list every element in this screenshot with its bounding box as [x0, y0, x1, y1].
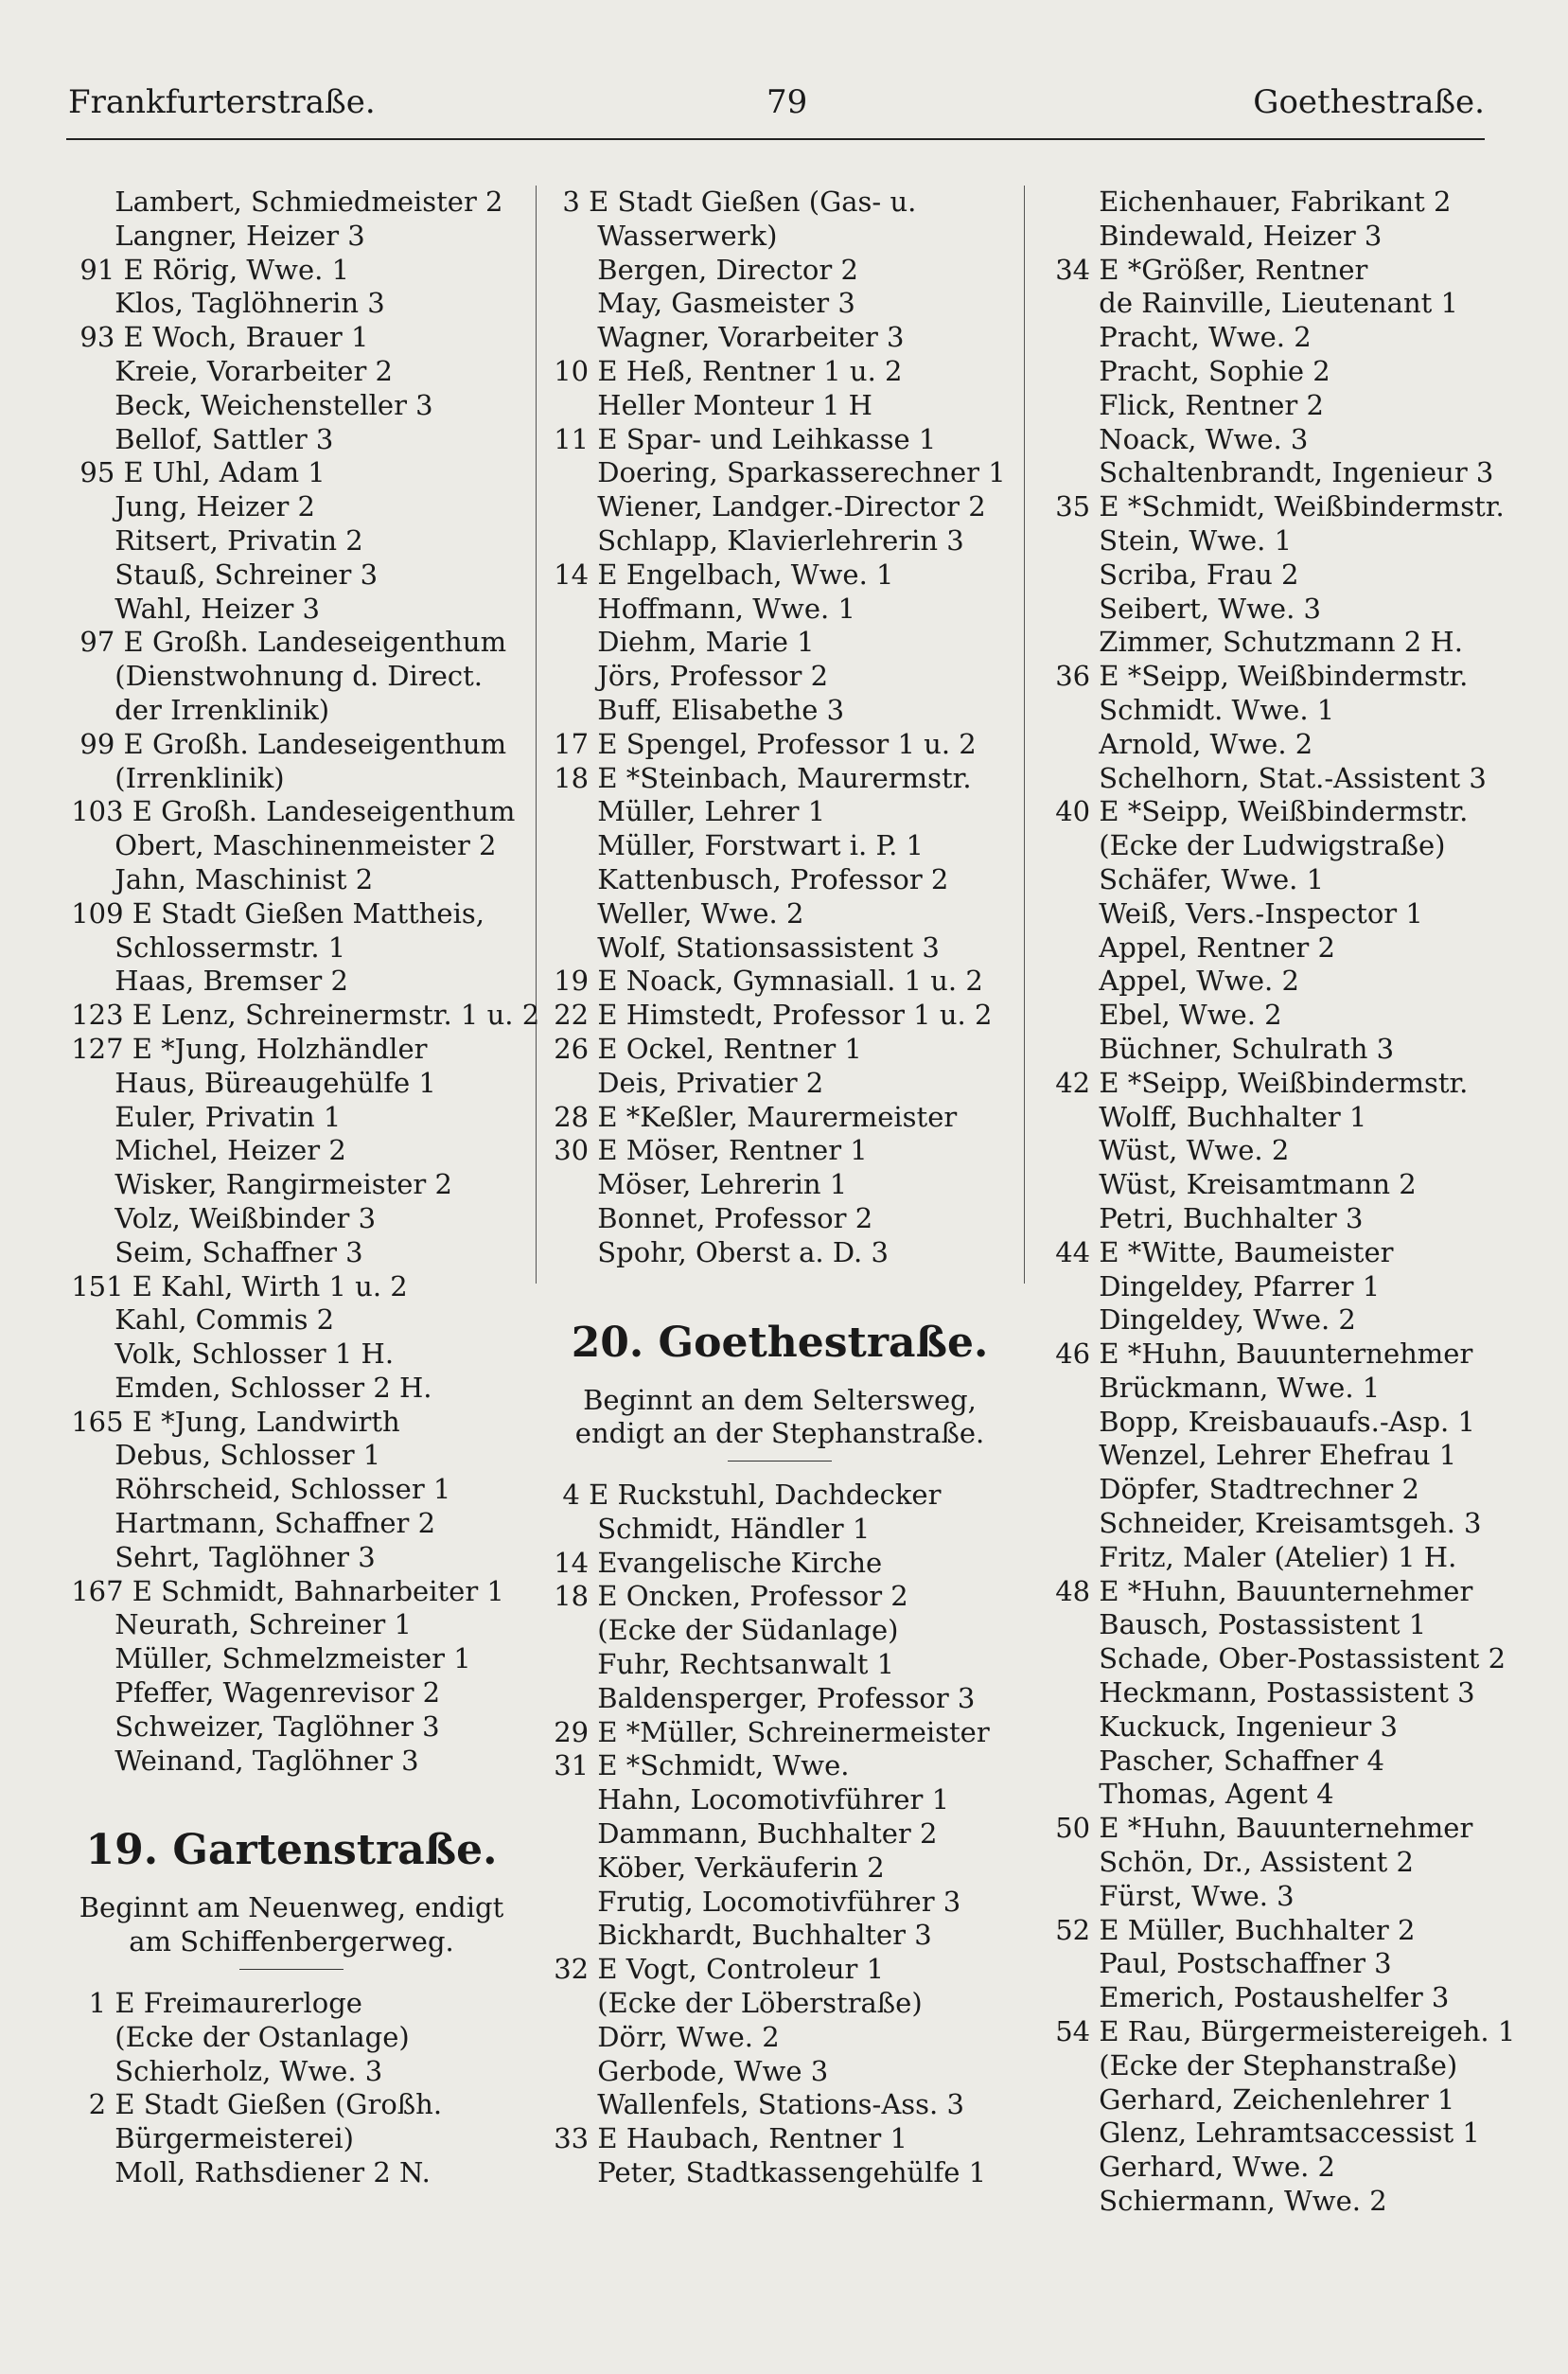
directory-entry: Euler, Privatin 1	[62, 1100, 342, 1133]
directory-entry: Paul, Postschaffner 3	[1047, 1947, 1392, 1980]
directory-entry: Müller, Forstwart i. P. 1	[545, 829, 924, 862]
directory-entry: Schneider, Kreisamtsgeh. 3	[1047, 1507, 1482, 1540]
directory-entry: 48 E *Huhn, Bauunternehmer	[1047, 1574, 1473, 1607]
directory-entry: Heller Monteur 1 H	[545, 388, 872, 421]
directory-entry: (Ecke der Stephanstraße)	[1047, 2048, 1458, 2082]
directory-entry: 22 E Himstedt, Professor 1 u. 2	[545, 999, 993, 1032]
directory-entry: 95 E Uhl, Adam 1	[62, 456, 326, 489]
directory-entry: 123 E Lenz, Schreinermstr. 1 u. 2	[62, 999, 540, 1032]
directory-entry: Klos, Taglöhnerin 3	[62, 287, 385, 320]
directory-entry: 28 E *Keßler, Maurermeister	[545, 1100, 958, 1133]
directory-entry: 14 Evangelische Kirche	[545, 1546, 883, 1579]
directory-entry: Emerich, Postaushelfer 3	[1047, 1981, 1450, 2014]
directory-entry: Bausch, Postassistent 1	[1047, 1608, 1427, 1641]
directory-entry: Lambert, Schmiedmeister 2	[62, 186, 503, 218]
directory-entry: 18 E *Steinbach, Maurermstr.	[545, 761, 972, 794]
street-description: endigt an der Stephanstraße.	[574, 1417, 985, 1450]
directory-entry: Müller, Lehrer 1	[545, 795, 826, 828]
directory-entry: 1 E Freimaurerloge	[62, 1987, 362, 2020]
directory-entry: 42 E *Seipp, Weißbindermstr.	[1047, 1066, 1469, 1099]
directory-entry: Noack, Wwe. 3	[1047, 422, 1309, 455]
directory-entry: 97 E Großh. Landeseigenthum	[62, 626, 507, 659]
directory-entry: Büchner, Schulrath 3	[1047, 1032, 1395, 1065]
directory-entry: (Irrenklinik)	[62, 761, 285, 794]
column-3	[1047, 186, 1516, 2219]
directory-entry: Hartmann, Schaffner 2	[62, 1507, 436, 1540]
directory-entry: Bellof, Sattler 3	[62, 422, 334, 455]
directory-entry: 18 E Oncken, Professor 2	[545, 1580, 908, 1613]
directory-entry: Appel, Wwe. 2	[1047, 965, 1299, 998]
directory-entry: Bürgermeisterei)	[62, 2122, 354, 2155]
directory-entry: Pfeffer, Wagenrevisor 2	[62, 1676, 441, 1710]
directory-entry: Dörr, Wwe. 2	[545, 2020, 780, 2053]
directory-entry: Volz, Weißbinder 3	[62, 1201, 377, 1234]
directory-entry: 99 E Großh. Landeseigenthum	[62, 727, 507, 760]
header-rule	[66, 138, 1485, 140]
directory-entry: 54 E Rau, Bürgermeistereigeh. 1	[1047, 2015, 1516, 2048]
directory-entry: 46 E *Huhn, Bauunternehmer	[1047, 1338, 1473, 1371]
directory-entry: Schiermann, Wwe. 2	[1047, 2185, 1387, 2218]
directory-entry: Michel, Heizer 2	[62, 1134, 346, 1167]
directory-entry: Gerbode, Wwe 3	[545, 2054, 829, 2087]
column-divider	[1024, 186, 1025, 1284]
directory-entry: 93 E Woch, Brauer 1	[62, 321, 369, 354]
section-rule	[239, 1969, 344, 1970]
directory-entry: (Ecke der Ludwigstraße)	[1047, 829, 1446, 862]
directory-entry: Diehm, Marie 1	[545, 626, 815, 659]
directory-entry: Weller, Wwe. 2	[545, 896, 804, 930]
directory-entry: 40 E *Seipp, Weißbindermstr.	[1047, 795, 1469, 828]
directory-entry: Schweizer, Taglöhner 3	[62, 1710, 440, 1743]
directory-entry: 30 E Möser, Rentner 1	[545, 1134, 868, 1167]
directory-entry: 167 E Schmidt, Bahnarbeiter 1	[62, 1574, 504, 1607]
directory-entry: Haus, Büreaugehülfe 1	[62, 1066, 436, 1099]
directory-entry: Peter, Stadtkassengehülfe 1	[545, 2156, 987, 2189]
directory-entry: Wiener, Landger.-Director 2	[545, 490, 986, 523]
directory-entry: 109 E Stadt Gießen Mattheis,	[62, 896, 484, 930]
directory-entry: Wenzel, Lehrer Ehefrau 1	[1047, 1439, 1457, 1472]
directory-entry: 19 E Noack, Gymnasiall. 1 u. 2	[545, 965, 983, 998]
directory-entry: Bopp, Kreisbauaufs.-Asp. 1	[1047, 1405, 1475, 1438]
directory-entry: Schelhorn, Stat.-Assistent 3	[1047, 761, 1487, 794]
directory-entry: Weinand, Taglöhner 3	[62, 1744, 419, 1777]
directory-entry: Schön, Dr., Assistent 2	[1047, 1846, 1414, 1879]
column-2	[545, 186, 1014, 2190]
directory-entry: Bindewald, Heizer 3	[1047, 219, 1383, 252]
section-rule	[728, 1461, 832, 1462]
directory-entry: Eichenhauer, Fabrikant 2	[1047, 186, 1452, 218]
directory-entry: Emden, Schlosser 2 H.	[62, 1371, 432, 1404]
directory-entry: 10 E Heß, Rentner 1 u. 2	[545, 354, 903, 387]
directory-entry: Wüst, Wwe. 2	[1047, 1134, 1290, 1167]
directory-entry: Sehrt, Taglöhner 3	[62, 1540, 376, 1573]
directory-entry: 35 E *Schmidt, Weißbindermstr.	[1047, 490, 1505, 523]
directory-entry: Jung, Heizer 2	[62, 490, 315, 523]
directory-entry: Seim, Schaffner 3	[62, 1235, 363, 1268]
directory-entry: Bickhardt, Buchhalter 3	[545, 1919, 932, 1952]
directory-entry: Gerhard, Wwe. 2	[1047, 2151, 1336, 2184]
directory-entry: Neurath, Schreiner 1	[62, 1608, 412, 1641]
directory-entry: Schlossermstr. 1	[62, 930, 346, 964]
directory-entry: Wagner, Vorarbeiter 3	[545, 321, 905, 354]
directory-entry: (Ecke der Südanlage)	[545, 1614, 899, 1647]
directory-entry: 151 E Kahl, Wirth 1 u. 2	[62, 1269, 408, 1302]
directory-entry: Frutig, Locomotivführer 3	[545, 1885, 961, 1918]
street-section-title: 19. Gartenstraße.	[85, 1826, 498, 1875]
street-description: Beginnt an dem Seltersweg,	[583, 1383, 977, 1416]
directory-entry: Volk, Schlosser 1 H.	[62, 1338, 395, 1371]
directory-entry: Wolff, Buchhalter 1	[1047, 1100, 1367, 1133]
directory-entry: Hahn, Locomotivführer 1	[545, 1783, 950, 1816]
directory-entry: Pascher, Schaffner 4	[1047, 1744, 1384, 1777]
directory-entry: 33 E Haubach, Rentner 1	[545, 2122, 907, 2155]
directory-entry: 26 E Ockel, Rentner 1	[545, 1032, 862, 1065]
directory-entry: Jahn, Maschinist 2	[62, 862, 374, 895]
directory-entry: (Dienstwohnung d. Direct.	[62, 660, 483, 693]
directory-entry: Fuhr, Rechtsanwalt 1	[545, 1648, 895, 1681]
directory-entry: Seibert, Wwe. 3	[1047, 592, 1321, 625]
directory-entry: 36 E *Seipp, Weißbindermstr.	[1047, 660, 1469, 693]
directory-entry: Pracht, Wwe. 2	[1047, 321, 1312, 354]
directory-entry: Schmidt. Wwe. 1	[1047, 693, 1335, 726]
directory-entry: Ebel, Wwe. 2	[1047, 999, 1282, 1032]
running-header-left: Frankfurterstraße.	[68, 83, 376, 121]
directory-entry: Wisker, Rangirmeister 2	[62, 1168, 452, 1201]
column-1	[62, 186, 540, 2190]
directory-entry: Kreie, Vorarbeiter 2	[62, 354, 393, 387]
directory-entry: Stauß, Schreiner 3	[62, 558, 379, 591]
directory-entry: Schlapp, Klavierlehrerin 3	[545, 523, 964, 557]
directory-entry: 4 E Ruckstuhl, Dachdecker	[545, 1479, 942, 1512]
directory-entry: Wallenfels, Stations-Ass. 3	[545, 2088, 964, 2121]
directory-entry: Gerhard, Zeichenlehrer 1	[1047, 2082, 1455, 2116]
directory-entry: Dingeldey, Pfarrer 1	[1047, 1269, 1381, 1302]
directory-entry: Haas, Bremser 2	[62, 965, 348, 998]
directory-entry: Bergen, Director 2	[545, 253, 858, 286]
directory-entry: Brückmann, Wwe. 1	[1047, 1371, 1381, 1404]
directory-entry: Fritz, Maler (Atelier) 1 H.	[1047, 1540, 1457, 1573]
directory-entry: Flick, Rentner 2	[1047, 388, 1324, 421]
directory-entry: Wolf, Stationsassistent 3	[545, 930, 940, 964]
directory-entry: Arnold, Wwe. 2	[1047, 727, 1313, 760]
directory-entry: Moll, Rathsdiener 2 N.	[62, 2156, 431, 2189]
directory-entry: Döpfer, Stadtrechner 2	[1047, 1473, 1419, 1506]
directory-entry: Stein, Wwe. 1	[1047, 523, 1293, 557]
directory-entry: 11 E Spar- und Leihkasse 1	[545, 422, 937, 455]
directory-entry: Dammann, Buchhalter 2	[545, 1817, 938, 1851]
directory-entry: Schade, Ober-Postassistent 2	[1047, 1642, 1506, 1675]
directory-entry: Thomas, Agent 4	[1047, 1778, 1334, 1811]
directory-entry: Weiß, Vers.-Inspector 1	[1047, 896, 1423, 930]
directory-entry: Schaltenbrandt, Ingenieur 3	[1047, 456, 1494, 489]
directory-entry: 50 E *Huhn, Bauunternehmer	[1047, 1812, 1473, 1845]
directory-entry: Köber, Verkäuferin 2	[545, 1851, 885, 1884]
directory-entry: 2 E Stadt Gießen (Großh.	[62, 2088, 443, 2121]
directory-entry: Jörs, Professor 2	[545, 660, 829, 693]
directory-entry: Wahl, Heizer 3	[62, 592, 320, 625]
directory-entry: de Rainville, Lieutenant 1	[1047, 287, 1458, 320]
directory-entry: Glenz, Lehramtsaccessist 1	[1047, 2117, 1480, 2150]
directory-entry: 52 E Müller, Buchhalter 2	[1047, 1913, 1416, 1946]
directory-entry: Möser, Lehrerin 1	[545, 1168, 848, 1201]
directory-entry: 127 E *Jung, Holzhändler	[62, 1032, 428, 1065]
directory-entry: Zimmer, Schutzmann 2 H.	[1047, 626, 1463, 659]
directory-entry: Beck, Weichensteller 3	[62, 388, 433, 421]
directory-entry: Debus, Schlosser 1	[62, 1439, 381, 1472]
directory-entry: 103 E Großh. Landeseigenthum	[62, 795, 516, 828]
directory-entry: 34 E *Größer, Rentner	[1047, 253, 1368, 286]
directory-entry: 32 E Vogt, Controleur 1	[545, 1953, 885, 1986]
directory-entry: Langner, Heizer 3	[62, 219, 365, 252]
directory-entry: 31 E *Schmidt, Wwe.	[545, 1749, 850, 1782]
directory-entry: Obert, Maschinenmeister 2	[62, 829, 497, 862]
directory-entry: Kuckuck, Ingenieur 3	[1047, 1710, 1398, 1743]
directory-entry: Wüst, Kreisamtmann 2	[1047, 1168, 1417, 1201]
column-divider	[536, 186, 537, 1284]
directory-entry: 17 E Spengel, Professor 1 u. 2	[545, 727, 977, 760]
directory-entry: Doering, Sparkasserechner 1	[545, 456, 1006, 489]
directory-entry: Spohr, Oberst a. D. 3	[545, 1235, 889, 1268]
directory-entry: Schierholz, Wwe. 3	[62, 2054, 383, 2087]
directory-entry: May, Gasmeister 3	[545, 287, 855, 320]
street-section-title: 20. Goethestraße.	[571, 1318, 989, 1367]
running-header-right: Goethestraße.	[1253, 83, 1485, 121]
directory-entry: Deis, Privatier 2	[545, 1066, 824, 1099]
directory-entry: Buff, Elisabethe 3	[545, 693, 845, 726]
directory-entry: Ritsert, Privatin 2	[62, 523, 363, 557]
directory-entry: Scriba, Frau 2	[1047, 558, 1299, 591]
directory-entry: 91 E Rörig, Wwe. 1	[62, 253, 350, 286]
directory-entry: Kattenbusch, Professor 2	[545, 862, 949, 895]
directory-entry: Wasserwerk)	[545, 219, 778, 252]
directory-entry: Müller, Schmelzmeister 1	[62, 1642, 471, 1675]
directory-entry: Schäfer, Wwe. 1	[1047, 862, 1325, 895]
directory-entry: Pracht, Sophie 2	[1047, 354, 1330, 387]
directory-entry: Baldensperger, Professor 3	[545, 1681, 976, 1714]
directory-entry: Hoffmann, Wwe. 1	[545, 592, 855, 625]
directory-entry: 44 E *Witte, Baumeister	[1047, 1235, 1394, 1268]
directory-entry: 29 E *Müller, Schreinermeister	[545, 1715, 990, 1748]
directory-entry: Bonnet, Professor 2	[545, 1201, 873, 1234]
directory-entry: (Ecke der Löberstraße)	[545, 1987, 923, 2020]
directory-entry: Fürst, Wwe. 3	[1047, 1879, 1295, 1912]
directory-entry: Schmidt, Händler 1	[545, 1512, 871, 1545]
page-number: 79	[766, 83, 808, 121]
directory-entry: Dingeldey, Wwe. 2	[1047, 1303, 1356, 1337]
directory-entry: 165 E *Jung, Landwirth	[62, 1405, 400, 1438]
directory-entry: Röhrscheid, Schlosser 1	[62, 1473, 451, 1506]
directory-entry: Appel, Rentner 2	[1047, 930, 1335, 964]
directory-entry: der Irrenklinik)	[62, 693, 330, 726]
directory-entry: 3 E Stadt Gießen (Gas- u.	[545, 186, 917, 218]
directory-entry: Petri, Buchhalter 3	[1047, 1201, 1364, 1234]
directory-entry: (Ecke der Ostanlage)	[62, 2020, 410, 2053]
directory-entry: Kahl, Commis 2	[62, 1303, 335, 1337]
street-description: am Schiffenbergerweg.	[129, 1925, 454, 1958]
street-description: Beginnt am Neuenweg, endigt	[79, 1891, 504, 1924]
directory-entry: 14 E Engelbach, Wwe. 1	[545, 558, 894, 591]
directory-entry: Heckmann, Postassistent 3	[1047, 1676, 1475, 1710]
